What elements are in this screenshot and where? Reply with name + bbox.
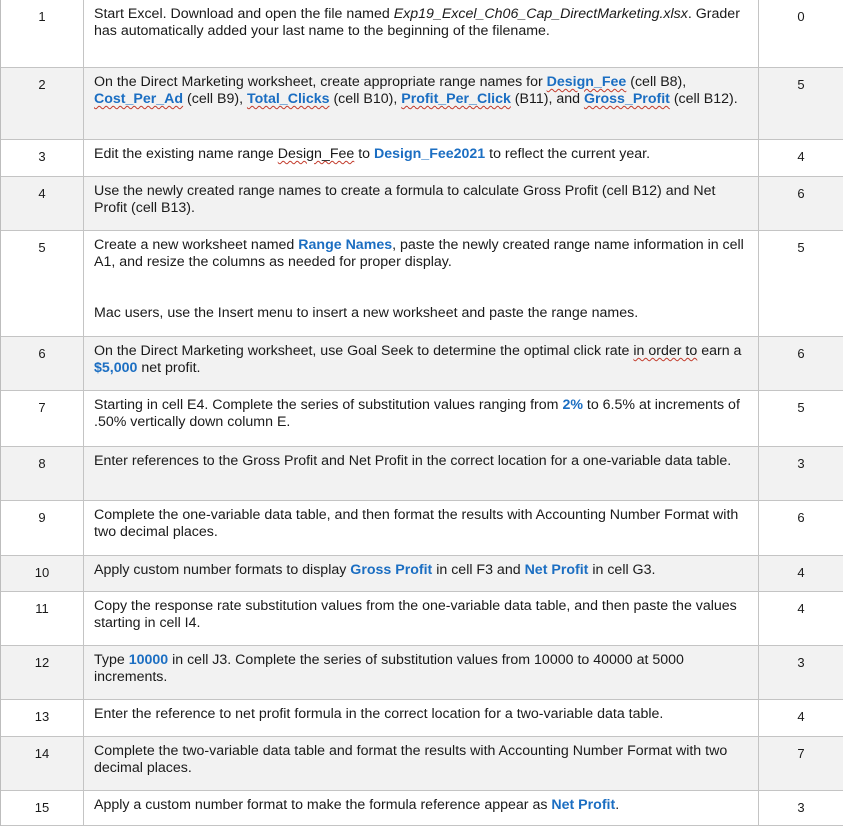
worksheet-name: Range Names	[298, 237, 393, 253]
table-row	[1, 736, 843, 790]
step-points: 4	[797, 709, 805, 724]
table-row	[1, 500, 843, 555]
step-number: 5	[1, 231, 84, 336]
step-points: 0	[797, 9, 805, 24]
table-row	[1, 790, 843, 826]
table-row	[1, 699, 843, 736]
step-description: Type 10000 in cell J3. Complete the series of substitution values from 10000 to 40000 at 5000 increments.	[84, 646, 759, 699]
step-description: Starting in cell E4. Complete the series of substitution values ranging from 2% to 6.5% at increments of .50% vertically down column E.	[84, 391, 759, 446]
step-description: On the Direct Marketing worksheet, create appropriate range names for Design_Fee (cell B8), Cost_Per_Ad (cell B9), Total_Clicks (cell B10), Profit_Per_Click (B11), and Gross_Profit (cell B12).	[84, 68, 759, 139]
step-number: 1	[1, 0, 84, 67]
step-points: 5	[797, 240, 805, 255]
step-points: 4	[797, 565, 805, 580]
step-points: 5	[797, 400, 805, 415]
table-row	[1, 591, 843, 645]
step-points: 3	[797, 456, 805, 471]
step-description: Use the newly created range names to create a formula to calculate Gross Profit (cell B12) and Net Profit (cell B13).	[84, 177, 759, 230]
table-row	[1, 176, 843, 230]
step-points: 7	[797, 746, 805, 761]
step-number: 10	[1, 556, 84, 591]
step-number: 13	[1, 700, 84, 736]
old-range-name: Design_Fee	[277, 146, 355, 162]
step-description: Complete the one-variable data table, and then format the results with Accounting Number Format with two decimal places.	[84, 501, 759, 555]
table-row	[1, 67, 843, 139]
step-description: Apply custom number formats to display Gross Profit in cell F3 and Net Profit in cell G3.	[84, 556, 759, 591]
table-row	[1, 446, 843, 500]
step-number: 2	[1, 68, 84, 139]
step-number: 7	[1, 391, 84, 446]
step-points: 6	[797, 510, 805, 525]
range-name-total-clicks: Total_Clicks	[246, 91, 330, 107]
table-row	[1, 336, 843, 390]
start-rate: 2%	[562, 397, 583, 413]
step-description: On the Direct Marketing worksheet, use Goal Seek to determine the optimal click rate in order to earn a $5,000 net profit.	[84, 337, 759, 390]
step-points: 5	[797, 77, 805, 92]
step-points: 3	[797, 655, 805, 670]
table-row	[1, 390, 843, 446]
step-number: 14	[1, 737, 84, 790]
step-description: Apply a custom number format to make the formula reference appear as Net Profit.	[84, 791, 759, 825]
step-description: Copy the response rate substitution values from the one-variable data table, and then paste the values starting in cell I4.	[84, 592, 759, 645]
step-number: 3	[1, 140, 84, 176]
table-row	[1, 555, 843, 591]
step-number: 6	[1, 337, 84, 390]
step-number: 12	[1, 646, 84, 699]
step-number: 4	[1, 177, 84, 230]
step-description: Create a new worksheet named Range Names, paste the newly created range name information in cell A1, and resize the columns as needed for proper display. Mac users, use the Insert menu to insert a new worksheet and paste the range names.	[84, 231, 759, 336]
step-description: Enter references to the Gross Profit and Net Profit in the correct location for a one-variable data table.	[84, 447, 759, 500]
table-row	[1, 0, 843, 67]
step-number: 9	[1, 501, 84, 555]
range-name-cost-per-ad: Cost_Per_Ad	[94, 91, 184, 107]
step-points: 6	[797, 186, 805, 201]
table-row	[1, 645, 843, 699]
table-row	[1, 230, 843, 336]
table-row	[1, 139, 843, 176]
step-points: 6	[797, 346, 805, 361]
range-name-gross-profit: Gross_Profit	[583, 91, 670, 107]
step-points: 4	[797, 601, 805, 616]
filename: Exp19_Excel_Ch06_Cap_DirectMarketing.xlsx	[393, 6, 688, 22]
step-number: 15	[1, 791, 84, 825]
step-points: 4	[797, 149, 805, 164]
range-name-profit-per-click: Profit_Per_Click	[401, 91, 511, 107]
new-range-name: Design_Fee2021	[374, 146, 486, 162]
step-points: 3	[797, 800, 805, 815]
step-number: 8	[1, 447, 84, 500]
step-description: Complete the two-variable data table and format the results with Accounting Number Format with two decimal places.	[84, 737, 759, 790]
step-number: 11	[1, 592, 84, 645]
step-description: Enter the reference to net profit formula in the correct location for a two-variable data table.	[84, 700, 759, 736]
mac-note: Mac users, use the Insert menu to insert a new worksheet and paste the range names.	[94, 305, 639, 321]
step-description: Start Excel. Download and open the file named Exp19_Excel_Ch06_Cap_DirectMarketing.xlsx. Grader has automatically added your last name to the beginning of the filename.	[84, 0, 759, 67]
step-description: Edit the existing name range Design_Fee to Design_Fee2021 to reflect the current year.	[84, 140, 759, 176]
range-name-design-fee: Design_Fee	[546, 74, 627, 90]
target-net-profit: $5,000	[94, 360, 138, 376]
